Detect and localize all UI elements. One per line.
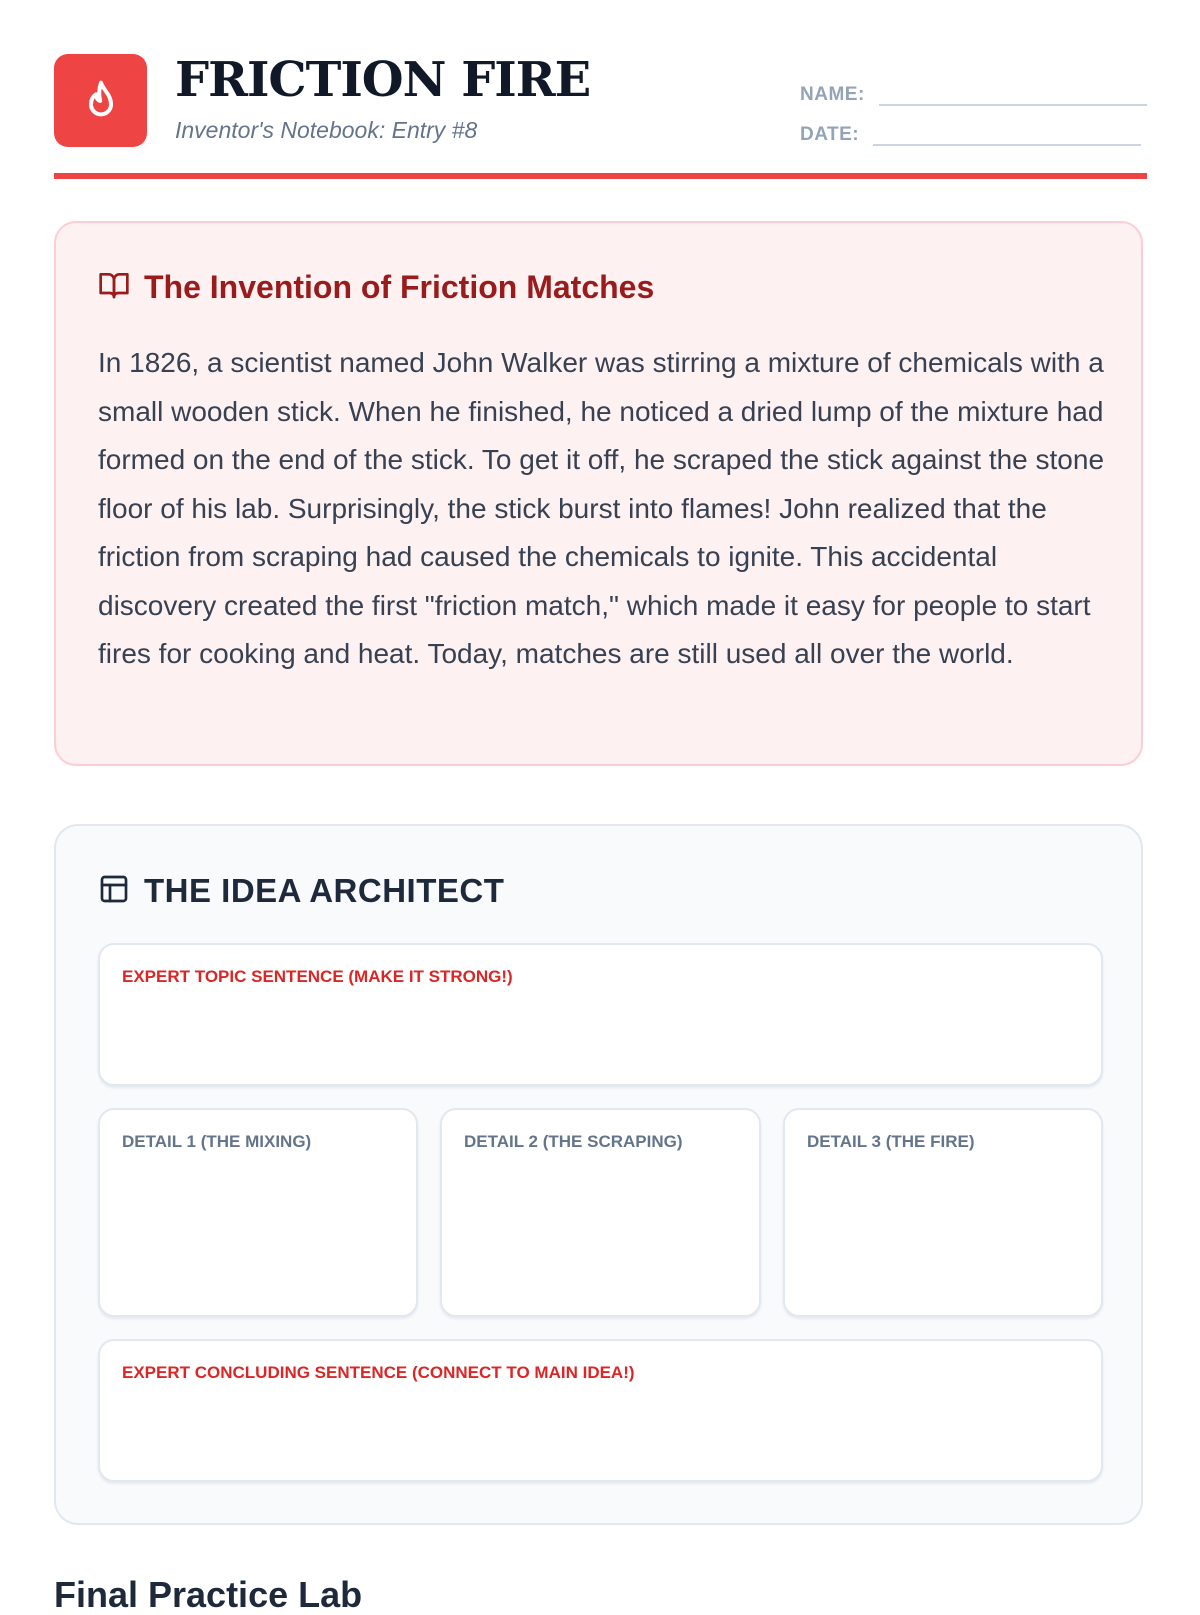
page-title: FRICTION FIRE — [175, 52, 591, 108]
detail-1-box[interactable] — [98, 1108, 418, 1317]
header-divider — [54, 173, 1147, 179]
worksheet-page — [54, 0, 1147, 1615]
name-input-line[interactable] — [879, 76, 1147, 106]
date-field — [800, 116, 1141, 146]
final-practice-heading: Final Practice Lab — [54, 1574, 363, 1615]
flame-icon — [54, 54, 147, 147]
book-open-icon — [98, 269, 130, 306]
story-heading — [98, 269, 654, 306]
layout-icon — [98, 873, 130, 910]
topic-sentence-label: EXPERT TOPIC SENTENCE (MAKE IT STRONG!) — [122, 967, 513, 986]
date-label: DATE: — [800, 124, 860, 145]
detail-3-box[interactable] — [783, 1108, 1103, 1317]
story-title: The Invention of Friction Matches — [144, 269, 655, 305]
name-label: NAME: — [800, 84, 865, 105]
detail-1-label: DETAIL 1 (THE MIXING) — [122, 1132, 312, 1151]
detail-3-label: DETAIL 3 (THE FIRE) — [807, 1132, 975, 1151]
page-subtitle: Inventor's Notebook: Entry #8 — [175, 117, 478, 143]
concluding-sentence-label: EXPERT CONCLUDING SENTENCE (CONNECT TO MAIN IDEA!) — [122, 1363, 635, 1382]
worksheet-header — [54, 0, 1147, 180]
topic-sentence-box[interactable] — [98, 943, 1103, 1086]
detail-2-label: DETAIL 2 (THE SCRAPING) — [464, 1132, 683, 1151]
architect-title: THE IDEA ARCHITECT — [144, 872, 505, 909]
detail-2-box[interactable] — [440, 1108, 761, 1317]
story-card — [54, 221, 1143, 766]
story-text: In 1826, a scientist named John Walker was stirring a mixture of chemicals with a small wooden stick. When he finished, he noticed a dried lump of the mixture had formed on the end of the stick. To get it off, he scraped the stick against the stone floor of his lab. Surprisingly, the stick burst into flames! John realized that the friction from scraping had caused the chemicals to ignite. This accidental discovery created the first "friction match," which made it easy for people to start fires for cooking and heat. Today, matches are still used all over the world. — [98, 347, 1105, 669]
idea-architect-section — [54, 824, 1143, 1525]
architect-heading — [98, 872, 504, 910]
concluding-sentence-box[interactable] — [98, 1339, 1103, 1482]
date-input-line[interactable] — [873, 116, 1141, 146]
name-field — [800, 76, 1147, 106]
